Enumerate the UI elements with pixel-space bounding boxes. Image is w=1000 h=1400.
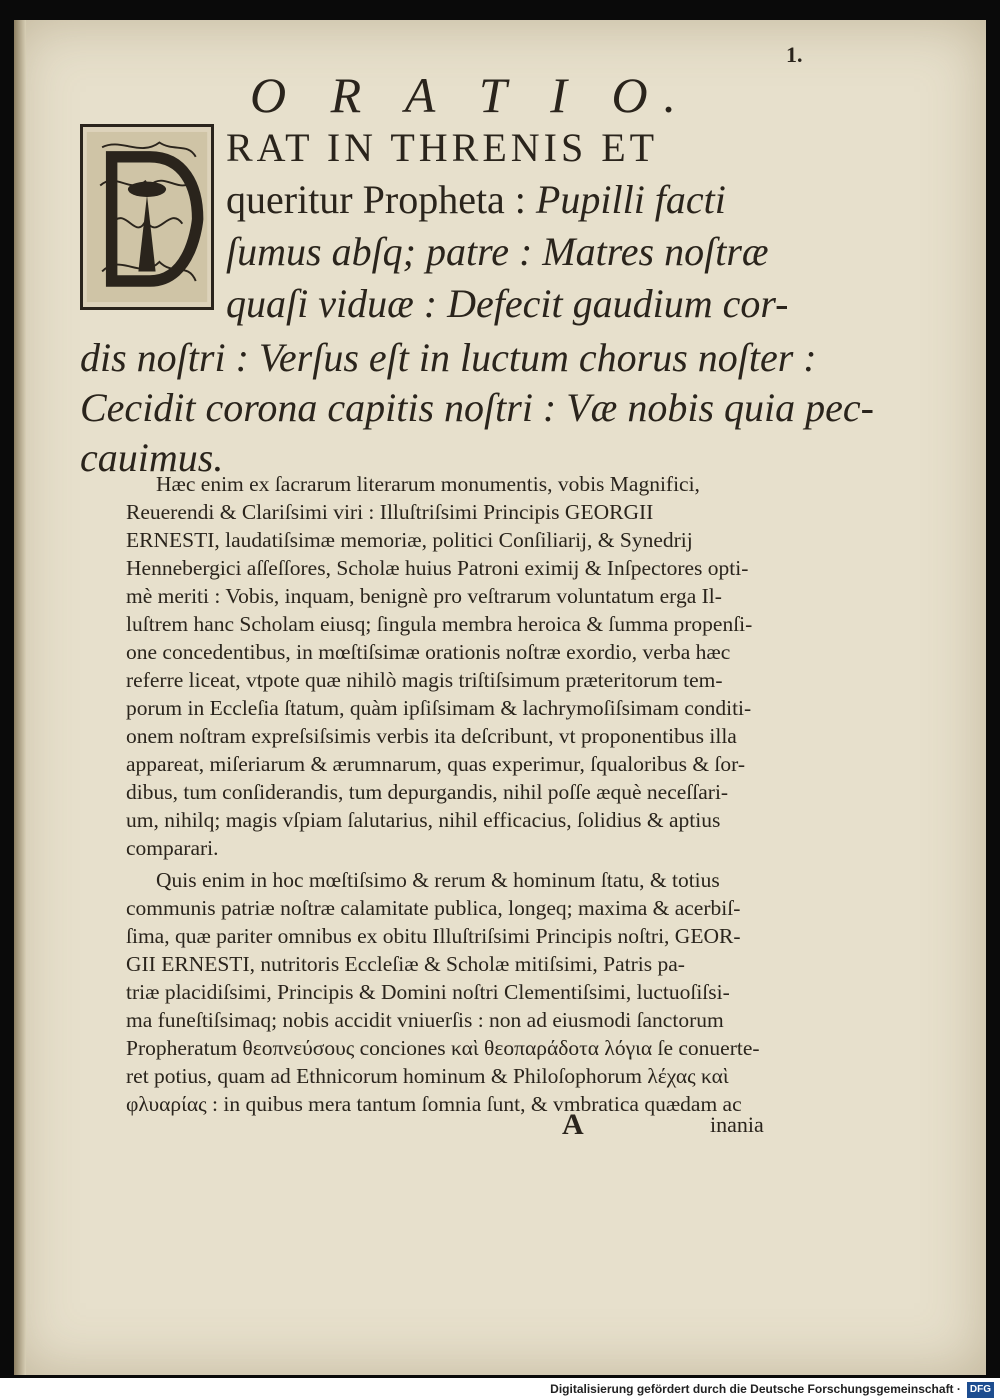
body-line: triæ placidiſsimi, Principis & Domini noſtri Clementiſsimi, luctuoſiſsi- <box>126 980 730 1004</box>
heading-line-2b: Pupilli facti <box>535 177 726 222</box>
body-line: Reuerendi & Clariſsimi viri : Illuſtriſsimi Principis GEORGII <box>126 500 654 524</box>
heading-line-7: cauimus. <box>80 435 224 480</box>
signature-mark: A <box>562 1108 584 1141</box>
body-line: Hæc enim ex ſacrarum literarum monumentis, vobis Magnifici, <box>156 472 700 496</box>
body-line: Quis enim in hoc mœſtiſsimo & rerum & hominum ſtatu, & totius <box>156 868 720 892</box>
body-line: one concedentibus, in mœſtiſsimæ orationis noſtræ exordio, verba hæc <box>126 640 731 664</box>
body-line: um, nihilq; magis vſpiam ſalutarius, nihil efficacius, ſolidius & aptius <box>126 808 721 832</box>
digitization-footer <box>0 1378 1000 1400</box>
decorated-initial-d-icon <box>80 124 214 310</box>
body-line: ma funeſtiſsimaq; nobis accidit vniuerſis : non ad eiusmodi ſanctorum <box>126 1008 724 1032</box>
heading-line-2a: queritur Propheta : <box>226 177 536 222</box>
body-line: φλυαρίας : in quibus mera tantum ſomnia ſunt, & vmbratica quædam ac <box>126 1092 742 1116</box>
dfg-logo-icon: DFG <box>967 1382 994 1398</box>
heading-line-2 <box>226 176 726 223</box>
body-line: communis patriæ noſtræ calamitate publica, longeq; maxima & acerbiſ- <box>126 896 741 920</box>
body-line: porum in Eccleſia ſtatum, quàm ipſiſsimam & lachrymoſiſsimam conditi- <box>126 696 752 720</box>
body-line: GII ERNESTI, nutritoris Eccleſiæ & Scholæ mitiſsimi, Patris pa- <box>126 952 685 976</box>
body-line: ſima, quæ pariter omnibus ex obitu Illuſtriſsimi Principis noſtri, GEOR- <box>126 924 741 948</box>
body-line: mè meriti : Vobis, inquam, benignè pro veſtrarum voluntatum erga Il- <box>126 584 722 608</box>
body-line: ERNESTI, laudatiſsimæ memoriæ, politici Conſiliarij, & Synedrij <box>126 528 693 552</box>
heading-line-6: Cecidit corona capitis noſtri : Væ nobis quia pec- <box>80 385 874 430</box>
body-line: comparari. <box>126 836 219 860</box>
body-line: dibus, tum conſiderandis, tum depurgandis, nihil poſſe æquè neceſſari- <box>126 780 729 804</box>
book-page <box>14 20 986 1375</box>
body-line: Propheratum θεοπνεύσους conciones καὶ θεοπαράδοτα λόγια ſe conuerte- <box>126 1036 760 1060</box>
heading-line-3: ſumus abſq; patre : Matres noſtræ <box>226 229 769 274</box>
body-line: Hennebergici aſſeſſores, Scholæ huius Patroni eximij & Inſpectores opti- <box>126 556 749 580</box>
body-line: onem noſtram expreſsiſsimis verbis ita deſcribunt, vt proponentibus illa <box>126 724 737 748</box>
body-line: ret potius, quam ad Ethnicorum hominum & Philoſophorum λέχας καὶ <box>126 1064 729 1088</box>
page-number: 1. <box>786 42 803 67</box>
heading-line-1: RAT IN THRENIS ET <box>226 125 659 170</box>
body-line: luſtrem hanc Scholam eiusq; ſingula membra heroica & ſumma propenſi- <box>126 612 753 636</box>
catchword: inania <box>710 1112 764 1137</box>
page-title: O R A T I O. <box>250 67 693 123</box>
body-line: appareat, miſeriarum & ærumnarum, quas experimur, ſqualoribus & ſor- <box>126 752 746 776</box>
heading-line-5: dis noſtri : Verſus eſt in luctum chorus noſter : <box>80 335 817 380</box>
footer-credit-text: Digitalisierung gefördert durch die Deutsche Forschungsgemeinschaft · <box>550 1382 961 1396</box>
heading-line-4: quaſi viduæ : Defecit gaudium cor- <box>226 281 789 326</box>
body-line: referre liceat, vtpote quæ nihilò magis triſtiſsimum præteritorum tem- <box>126 668 723 692</box>
page-gutter <box>14 20 26 1375</box>
